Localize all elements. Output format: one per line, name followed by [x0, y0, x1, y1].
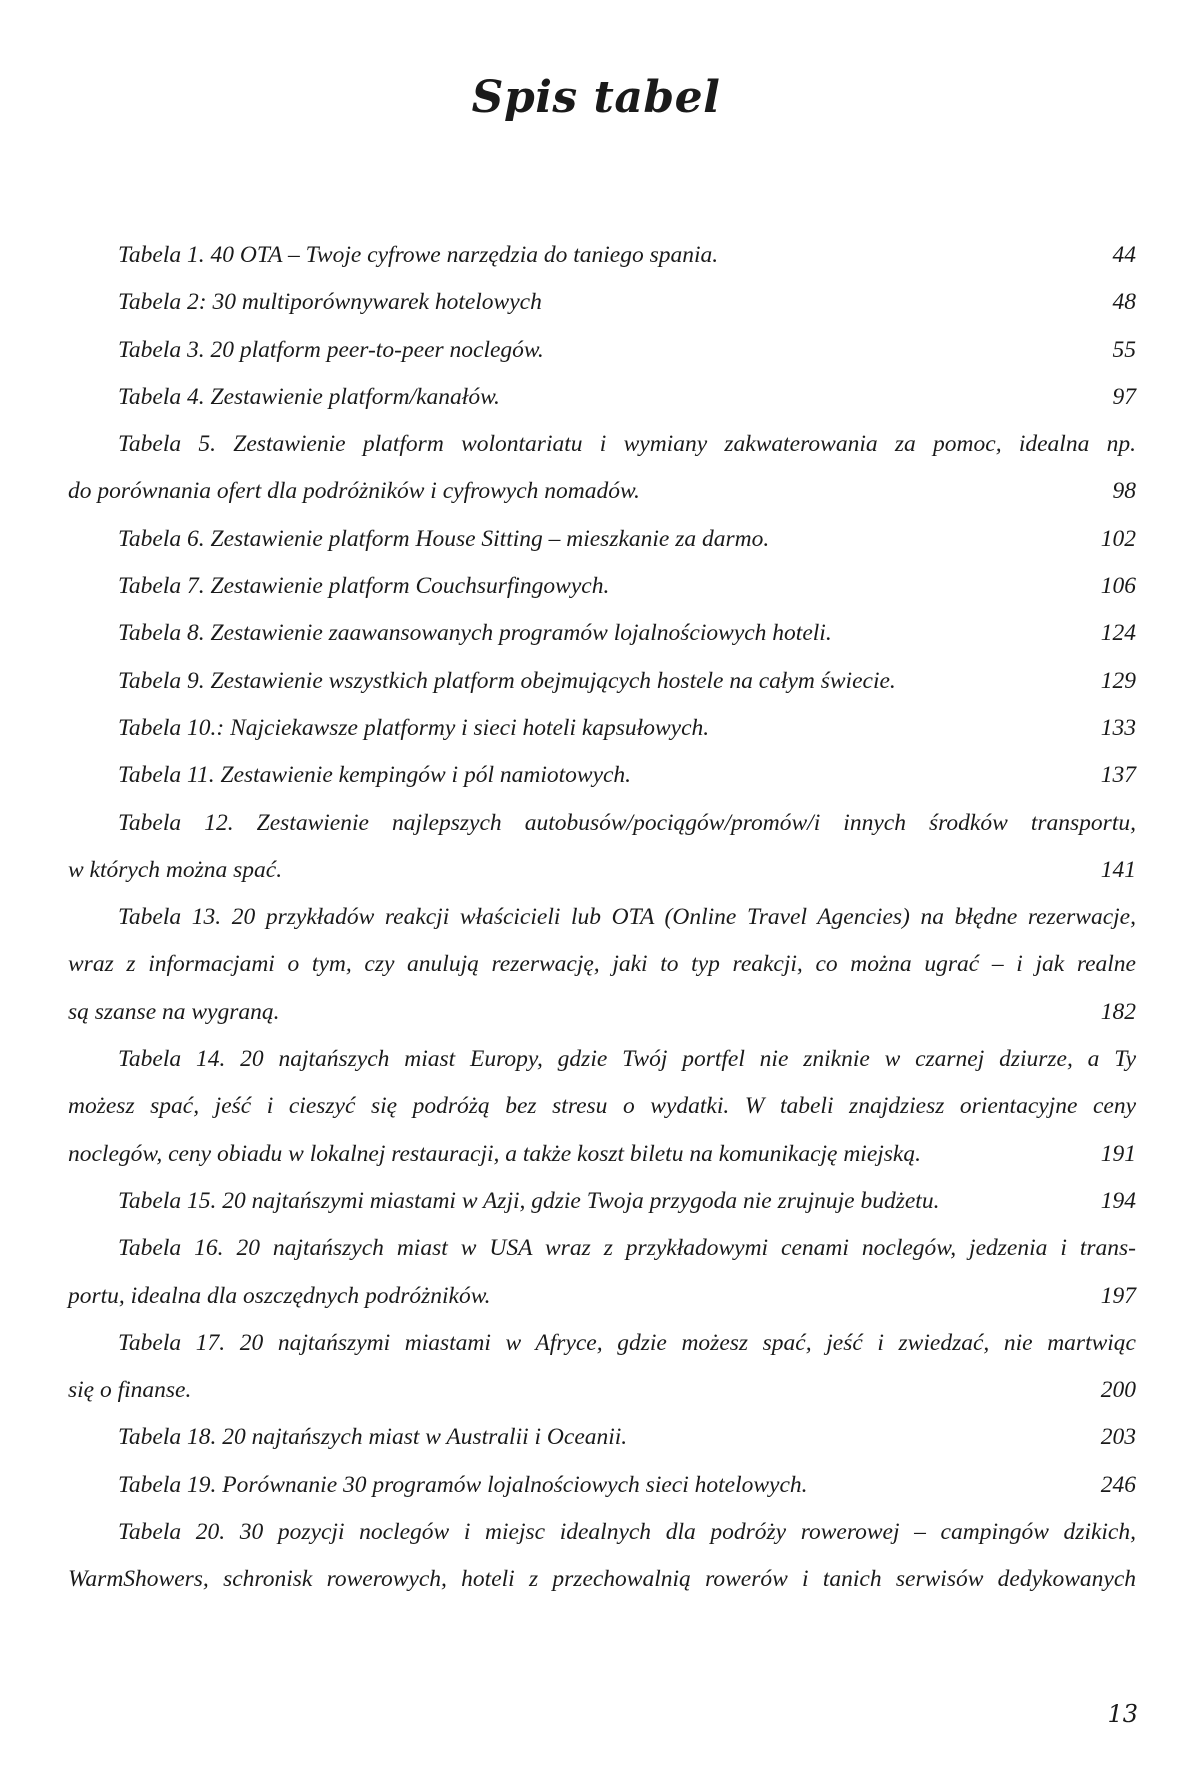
toc-entry-text: się o finanse.	[68, 1377, 192, 1404]
toc-entry-page: 246	[1100, 1471, 1136, 1498]
toc-entry[interactable]	[68, 1509, 1136, 1604]
toc-entry-text: Tabela 2: 30 multiporównywarek hotelowych	[118, 289, 542, 316]
page-title: Spis tabel	[471, 72, 721, 123]
toc-entry-text: Tabela 4. Zestawienie platform/kanałów.	[118, 383, 500, 410]
toc-entry-page: 124	[1100, 620, 1136, 647]
toc-entry-text: Tabela 14. 20 najtańszych miast Europy, gdzie Twój portfel nie zniknie w czarnej dziurze, a Ty	[118, 1046, 1136, 1073]
toc-entry-page: 137	[1100, 762, 1136, 789]
toc-entry-page: 200	[1100, 1377, 1136, 1404]
toc-entry-text: portu, idealna dla oszczędnych podróżników.	[68, 1282, 491, 1309]
toc-entry-page: 98	[1112, 478, 1136, 505]
toc-entry-page: 133	[1100, 714, 1136, 741]
toc-entry[interactable]	[68, 563, 1136, 610]
toc-entry[interactable]	[68, 752, 1136, 799]
toc-entry-page: 129	[1100, 667, 1136, 694]
toc-entry[interactable]	[68, 705, 1136, 752]
toc-entry-page: 55	[1112, 336, 1136, 363]
toc-entry[interactable]	[68, 516, 1136, 563]
toc-entry-text: Tabela 11. Zestawienie kempingów i pól namiotowych.	[118, 762, 632, 789]
toc-entry-page: 197	[1100, 1282, 1136, 1309]
toc-entry-text: Tabela 5. Zestawienie platform wolontariatu i wymiany zakwaterowania za pomoc, idealna np.	[118, 431, 1136, 458]
toc-entry-text: Tabela 12. Zestawienie najlepszych autobusów/pociągów/promów/i innych środków transportu,	[118, 809, 1136, 836]
toc-entry-text: do porównania ofert dla podróżników i cyfrowych nomadów.	[68, 478, 640, 505]
toc-entry-page: 203	[1100, 1424, 1136, 1451]
toc-entry-page: 44	[1112, 242, 1136, 268]
toc-entry-page: 48	[1112, 289, 1136, 316]
toc-entry[interactable]	[68, 1462, 1136, 1509]
toc-entry[interactable]	[68, 279, 1136, 326]
toc-entry-text: Tabela 10.: Najciekawsze platformy i sieci hoteli kapsułowych.	[118, 714, 710, 741]
toc-entry-page: 97	[1112, 383, 1136, 410]
toc-entry-text: możesz spać, jeść i cieszyć się podróżą bez stresu o wydatki. W tabeli znajdziesz orientacyjne ceny	[68, 1093, 1136, 1120]
toc-entry-text: Tabela 16. 20 najtańszych miast w USA wraz z przykładowymi cenami noclegów, jedzenia i trans-	[118, 1235, 1136, 1262]
toc-entry-text: w których można spać.	[68, 856, 283, 883]
toc-entry[interactable]	[68, 1225, 1136, 1320]
toc-entry-text: Tabela 7. Zestawienie platform Couchsurfingowych.	[118, 573, 610, 600]
toc-entry-page: 182	[1100, 998, 1136, 1025]
toc-entry[interactable]	[68, 1320, 1136, 1415]
toc-entry[interactable]	[68, 1414, 1136, 1461]
toc-entry-page: 106	[1100, 573, 1136, 600]
toc-entry-page: 191	[1100, 1140, 1136, 1167]
toc-entry-text: Tabela 18. 20 najtańszych miast w Australii i Oceanii.	[118, 1424, 628, 1451]
toc-entry[interactable]	[68, 894, 1136, 1036]
toc-entry-text: Tabela 6. Zestawienie platform House Sitting – mieszkanie za darmo.	[118, 525, 770, 552]
toc-entry-text: noclegów, ceny obiadu w lokalnej restauracji, a także koszt biletu na komunikację miejską.	[68, 1140, 921, 1167]
toc-entry-page: 102	[1100, 525, 1136, 552]
toc-entry-text: WarmShowers, schronisk rowerowych, hoteli z przechowalnią rowerów i tanich serwisów dedykowanych	[68, 1566, 1136, 1593]
toc-entry[interactable]	[68, 1178, 1136, 1225]
toc-entry[interactable]	[68, 658, 1136, 705]
page-number: 13	[1107, 1700, 1138, 1728]
table-of-tables	[68, 232, 1136, 1604]
toc-entry[interactable]	[68, 421, 1136, 516]
toc-entry[interactable]	[68, 374, 1136, 421]
toc-entry-text: są szanse na wygraną.	[68, 998, 280, 1025]
toc-entry-text: Tabela 20. 30 pozycji noclegów i miejsc idealnych dla podróży rowerowej – campingów dzikich,	[118, 1519, 1136, 1546]
toc-entry-text: Tabela 17. 20 najtańszymi miastami w Afryce, gdzie możesz spać, jeść i zwiedzać, nie martwiąc	[118, 1329, 1136, 1356]
toc-entry-text: wraz z informacjami o tym, czy anulują rezerwację, jaki to typ reakcji, co można ugrać – i jak realne	[68, 951, 1136, 978]
toc-entry-page: 194	[1100, 1187, 1136, 1214]
toc-entry[interactable]	[68, 327, 1136, 374]
toc-entry-text: Tabela 8. Zestawienie zaawansowanych programów lojalnościowych hoteli.	[118, 620, 832, 647]
toc-entry-text: Tabela 1. 40 OTA – Twoje cyfrowe narzędzia do taniego spania.	[118, 242, 719, 268]
toc-entry[interactable]	[68, 1036, 1136, 1178]
toc-entry-text: Tabela 19. Porównanie 30 programów lojalnościowych sieci hotelowych.	[118, 1471, 808, 1498]
toc-entry-text: Tabela 13. 20 przykładów reakcji właścicieli lub OTA (Online Travel Agencies) na błędne rezerwacje,	[118, 904, 1136, 931]
toc-entry[interactable]	[68, 800, 1136, 895]
toc-entry[interactable]	[68, 232, 1136, 279]
toc-entry[interactable]	[68, 610, 1136, 657]
toc-entry-page: 141	[1100, 856, 1136, 883]
toc-entry-text: Tabela 9. Zestawienie wszystkich platform obejmujących hostele na całym świecie.	[118, 667, 896, 694]
toc-entry-text: Tabela 15. 20 najtańszymi miastami w Azji, gdzie Twoja przygoda nie zrujnuje budżetu.	[118, 1187, 940, 1214]
toc-entry-text: Tabela 3. 20 platform peer-to-peer noclegów.	[118, 336, 544, 363]
